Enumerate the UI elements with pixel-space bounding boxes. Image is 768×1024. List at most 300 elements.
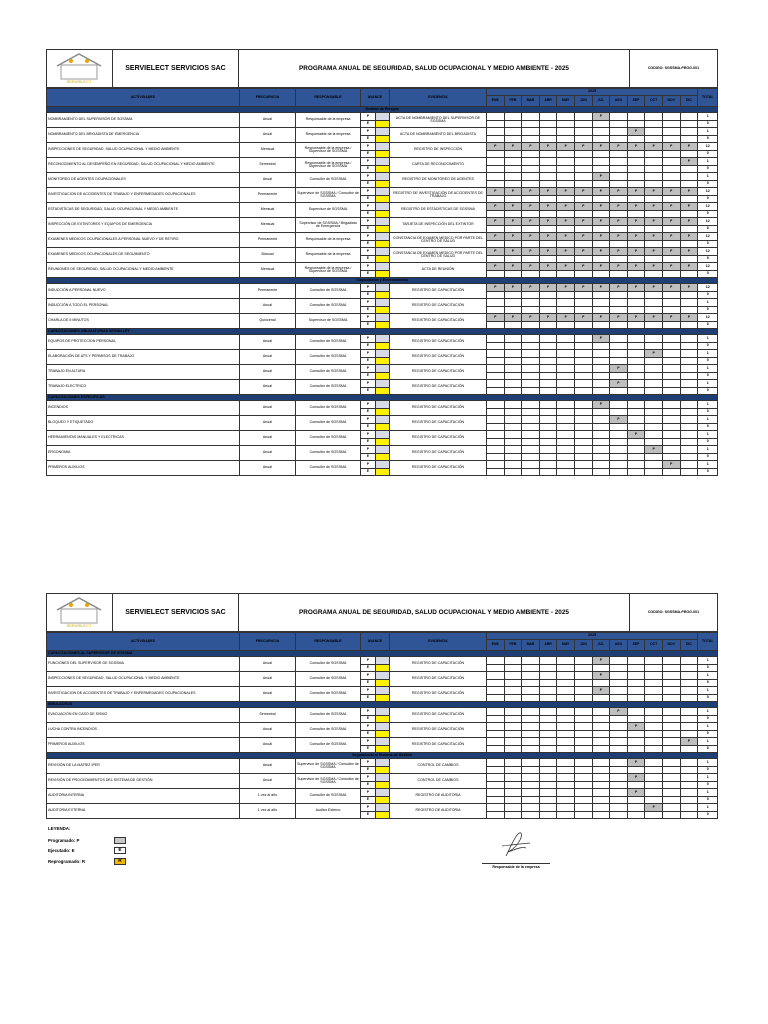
month-cell-executed[interactable] <box>680 468 698 476</box>
month-cell-programmed[interactable]: P <box>539 188 557 196</box>
month-cell-executed[interactable] <box>539 766 557 774</box>
month-cell-executed[interactable] <box>522 679 540 687</box>
month-cell-executed[interactable] <box>539 306 557 314</box>
month-cell-executed[interactable] <box>539 195 557 203</box>
month-cell-executed[interactable] <box>645 225 663 233</box>
month-cell-programmed[interactable]: P <box>487 233 505 241</box>
month-cell-programmed[interactable] <box>557 401 575 409</box>
month-cell-programmed[interactable]: P <box>627 128 645 136</box>
month-cell-executed[interactable] <box>610 468 628 476</box>
month-cell-executed[interactable] <box>662 306 680 314</box>
month-cell-programmed[interactable] <box>574 365 592 373</box>
month-cell-programmed[interactable]: P <box>627 431 645 439</box>
month-cell-programmed[interactable] <box>557 380 575 388</box>
month-cell-executed[interactable] <box>592 225 610 233</box>
month-cell-programmed[interactable]: P <box>504 143 522 151</box>
month-cell-programmed[interactable] <box>539 759 557 767</box>
month-cell-executed[interactable] <box>610 715 628 723</box>
month-cell-executed[interactable] <box>645 781 663 789</box>
month-cell-executed[interactable] <box>592 745 610 753</box>
month-cell-executed[interactable] <box>662 120 680 128</box>
month-cell-programmed[interactable] <box>574 461 592 469</box>
month-cell-programmed[interactable] <box>627 804 645 812</box>
month-cell-executed[interactable] <box>487 321 505 329</box>
month-cell-programmed[interactable] <box>574 672 592 680</box>
month-cell-executed[interactable] <box>680 306 698 314</box>
month-cell-programmed[interactable]: P <box>504 233 522 241</box>
month-cell-executed[interactable] <box>522 180 540 188</box>
month-cell-executed[interactable] <box>680 438 698 446</box>
month-cell-executed[interactable] <box>662 342 680 350</box>
month-cell-executed[interactable] <box>487 255 505 263</box>
month-cell-executed[interactable] <box>662 180 680 188</box>
month-cell-executed[interactable] <box>522 796 540 804</box>
month-cell-executed[interactable] <box>574 270 592 278</box>
month-cell-programmed[interactable]: P <box>680 248 698 256</box>
month-cell-programmed[interactable]: P <box>557 143 575 151</box>
month-cell-executed[interactable] <box>557 120 575 128</box>
month-cell-programmed[interactable]: P <box>680 233 698 241</box>
month-cell-programmed[interactable]: P <box>487 218 505 226</box>
month-cell-executed[interactable] <box>539 255 557 263</box>
month-cell-executed[interactable] <box>645 150 663 158</box>
month-cell-programmed[interactable] <box>662 335 680 343</box>
month-cell-programmed[interactable] <box>487 759 505 767</box>
month-cell-executed[interactable] <box>680 225 698 233</box>
month-cell-executed[interactable] <box>504 180 522 188</box>
month-cell-programmed[interactable] <box>680 128 698 136</box>
month-cell-executed[interactable] <box>574 387 592 395</box>
month-cell-executed[interactable] <box>504 135 522 143</box>
month-cell-programmed[interactable] <box>592 708 610 716</box>
month-cell-programmed[interactable]: P <box>680 284 698 292</box>
month-cell-executed[interactable] <box>522 165 540 173</box>
month-cell-programmed[interactable] <box>680 299 698 307</box>
month-cell-programmed[interactable] <box>487 804 505 812</box>
month-cell-executed[interactable] <box>574 811 592 819</box>
month-cell-programmed[interactable] <box>574 446 592 454</box>
month-cell-programmed[interactable]: P <box>539 233 557 241</box>
month-cell-executed[interactable] <box>557 730 575 738</box>
month-cell-executed[interactable] <box>487 679 505 687</box>
month-cell-executed[interactable] <box>627 321 645 329</box>
month-cell-executed[interactable] <box>627 306 645 314</box>
month-cell-programmed[interactable] <box>557 335 575 343</box>
month-cell-programmed[interactable]: P <box>574 143 592 151</box>
month-cell-executed[interactable] <box>592 796 610 804</box>
month-cell-executed[interactable] <box>592 423 610 431</box>
month-cell-executed[interactable] <box>680 210 698 218</box>
month-cell-programmed[interactable] <box>522 158 540 166</box>
month-cell-executed[interactable] <box>487 781 505 789</box>
month-cell-executed[interactable] <box>557 664 575 672</box>
month-cell-executed[interactable] <box>557 781 575 789</box>
month-cell-executed[interactable] <box>662 357 680 365</box>
month-cell-programmed[interactable] <box>627 401 645 409</box>
month-cell-programmed[interactable] <box>645 380 663 388</box>
month-cell-programmed[interactable]: P <box>680 143 698 151</box>
month-cell-executed[interactable] <box>680 255 698 263</box>
month-cell-executed[interactable] <box>557 306 575 314</box>
month-cell-executed[interactable] <box>592 766 610 774</box>
month-cell-executed[interactable] <box>557 150 575 158</box>
month-cell-programmed[interactable]: P <box>662 188 680 196</box>
month-cell-programmed[interactable] <box>645 789 663 797</box>
month-cell-executed[interactable] <box>592 135 610 143</box>
month-cell-executed[interactable] <box>522 453 540 461</box>
month-cell-programmed[interactable]: P <box>557 188 575 196</box>
month-cell-programmed[interactable] <box>522 774 540 782</box>
month-cell-executed[interactable] <box>557 195 575 203</box>
month-cell-executed[interactable] <box>645 291 663 299</box>
month-cell-programmed[interactable] <box>504 113 522 121</box>
month-cell-executed[interactable] <box>610 408 628 416</box>
month-cell-executed[interactable] <box>504 255 522 263</box>
month-cell-executed[interactable] <box>627 715 645 723</box>
month-cell-executed[interactable] <box>539 423 557 431</box>
month-cell-programmed[interactable]: P <box>645 233 663 241</box>
month-cell-executed[interactable] <box>539 135 557 143</box>
month-cell-programmed[interactable]: P <box>522 143 540 151</box>
month-cell-programmed[interactable] <box>557 416 575 424</box>
month-cell-executed[interactable] <box>662 387 680 395</box>
month-cell-programmed[interactable] <box>680 708 698 716</box>
month-cell-executed[interactable] <box>522 195 540 203</box>
month-cell-executed[interactable] <box>574 210 592 218</box>
month-cell-programmed[interactable] <box>574 759 592 767</box>
month-cell-executed[interactable] <box>557 255 575 263</box>
month-cell-executed[interactable] <box>574 240 592 248</box>
month-cell-executed[interactable] <box>645 423 663 431</box>
month-cell-programmed[interactable] <box>592 461 610 469</box>
month-cell-executed[interactable] <box>522 240 540 248</box>
month-cell-programmed[interactable] <box>504 759 522 767</box>
month-cell-programmed[interactable] <box>522 299 540 307</box>
month-cell-executed[interactable] <box>539 180 557 188</box>
month-cell-executed[interactable] <box>504 270 522 278</box>
month-cell-executed[interactable] <box>627 270 645 278</box>
month-cell-programmed[interactable]: P <box>557 218 575 226</box>
month-cell-programmed[interactable] <box>662 416 680 424</box>
month-cell-executed[interactable] <box>522 291 540 299</box>
month-cell-executed[interactable] <box>539 210 557 218</box>
month-cell-programmed[interactable] <box>522 416 540 424</box>
month-cell-programmed[interactable] <box>592 431 610 439</box>
month-cell-executed[interactable] <box>522 357 540 365</box>
month-cell-programmed[interactable] <box>539 173 557 181</box>
month-cell-executed[interactable] <box>557 135 575 143</box>
month-cell-executed[interactable] <box>574 357 592 365</box>
month-cell-executed[interactable] <box>504 357 522 365</box>
month-cell-executed[interactable] <box>680 165 698 173</box>
month-cell-executed[interactable] <box>504 387 522 395</box>
month-cell-programmed[interactable] <box>610 431 628 439</box>
month-cell-executed[interactable] <box>680 120 698 128</box>
month-cell-programmed[interactable] <box>662 672 680 680</box>
month-cell-programmed[interactable]: P <box>592 314 610 322</box>
month-cell-executed[interactable] <box>627 240 645 248</box>
month-cell-programmed[interactable] <box>557 446 575 454</box>
month-cell-executed[interactable] <box>504 453 522 461</box>
month-cell-programmed[interactable] <box>662 723 680 731</box>
month-cell-programmed[interactable] <box>610 672 628 680</box>
month-cell-executed[interactable] <box>627 453 645 461</box>
month-cell-executed[interactable] <box>592 291 610 299</box>
month-cell-programmed[interactable]: P <box>680 263 698 271</box>
month-cell-executed[interactable] <box>539 468 557 476</box>
month-cell-executed[interactable] <box>645 270 663 278</box>
month-cell-programmed[interactable]: P <box>627 143 645 151</box>
month-cell-programmed[interactable] <box>539 687 557 695</box>
month-cell-executed[interactable] <box>662 453 680 461</box>
month-cell-executed[interactable] <box>680 423 698 431</box>
month-cell-programmed[interactable] <box>504 774 522 782</box>
month-cell-programmed[interactable] <box>487 128 505 136</box>
month-cell-executed[interactable] <box>522 270 540 278</box>
month-cell-executed[interactable] <box>487 372 505 380</box>
month-cell-programmed[interactable] <box>627 380 645 388</box>
month-cell-executed[interactable] <box>645 694 663 702</box>
month-cell-executed[interactable] <box>662 255 680 263</box>
month-cell-executed[interactable] <box>487 796 505 804</box>
month-cell-programmed[interactable] <box>627 158 645 166</box>
month-cell-programmed[interactable] <box>680 687 698 695</box>
month-cell-programmed[interactable] <box>662 128 680 136</box>
month-cell-programmed[interactable] <box>487 431 505 439</box>
month-cell-programmed[interactable] <box>662 173 680 181</box>
month-cell-executed[interactable] <box>645 679 663 687</box>
month-cell-programmed[interactable]: P <box>557 314 575 322</box>
month-cell-programmed[interactable] <box>522 401 540 409</box>
month-cell-executed[interactable] <box>539 150 557 158</box>
month-cell-executed[interactable] <box>522 150 540 158</box>
month-cell-programmed[interactable] <box>627 416 645 424</box>
month-cell-programmed[interactable]: P <box>645 284 663 292</box>
month-cell-programmed[interactable] <box>592 789 610 797</box>
month-cell-programmed[interactable] <box>627 657 645 665</box>
month-cell-executed[interactable] <box>522 766 540 774</box>
month-cell-programmed[interactable]: P <box>610 708 628 716</box>
month-cell-executed[interactable] <box>680 694 698 702</box>
month-cell-executed[interactable] <box>487 240 505 248</box>
month-cell-programmed[interactable] <box>645 687 663 695</box>
month-cell-programmed[interactable] <box>680 431 698 439</box>
month-cell-programmed[interactable] <box>610 759 628 767</box>
month-cell-programmed[interactable] <box>662 113 680 121</box>
month-cell-programmed[interactable] <box>539 723 557 731</box>
month-cell-executed[interactable] <box>662 165 680 173</box>
month-cell-executed[interactable] <box>627 387 645 395</box>
month-cell-programmed[interactable] <box>504 723 522 731</box>
month-cell-programmed[interactable] <box>539 128 557 136</box>
month-cell-programmed[interactable]: P <box>627 218 645 226</box>
month-cell-programmed[interactable] <box>557 113 575 121</box>
month-cell-executed[interactable] <box>592 694 610 702</box>
month-cell-programmed[interactable] <box>645 158 663 166</box>
month-cell-programmed[interactable] <box>522 461 540 469</box>
month-cell-programmed[interactable] <box>557 365 575 373</box>
month-cell-executed[interactable] <box>574 766 592 774</box>
month-cell-programmed[interactable] <box>592 416 610 424</box>
month-cell-programmed[interactable]: P <box>592 113 610 121</box>
month-cell-executed[interactable] <box>574 453 592 461</box>
month-cell-programmed[interactable] <box>680 401 698 409</box>
month-cell-programmed[interactable] <box>487 335 505 343</box>
month-cell-programmed[interactable] <box>504 687 522 695</box>
month-cell-executed[interactable] <box>662 781 680 789</box>
month-cell-programmed[interactable]: P <box>557 233 575 241</box>
month-cell-executed[interactable] <box>504 321 522 329</box>
month-cell-programmed[interactable] <box>627 350 645 358</box>
month-cell-programmed[interactable] <box>487 708 505 716</box>
month-cell-executed[interactable] <box>557 210 575 218</box>
month-cell-programmed[interactable]: P <box>662 143 680 151</box>
month-cell-executed[interactable] <box>627 745 645 753</box>
month-cell-programmed[interactable] <box>662 299 680 307</box>
month-cell-executed[interactable] <box>504 165 522 173</box>
month-cell-programmed[interactable] <box>487 299 505 307</box>
month-cell-programmed[interactable] <box>522 380 540 388</box>
month-cell-executed[interactable] <box>487 438 505 446</box>
month-cell-executed[interactable] <box>522 423 540 431</box>
month-cell-executed[interactable] <box>557 423 575 431</box>
month-cell-executed[interactable] <box>504 408 522 416</box>
month-cell-programmed[interactable]: P <box>645 218 663 226</box>
month-cell-executed[interactable] <box>539 730 557 738</box>
month-cell-executed[interactable] <box>662 270 680 278</box>
month-cell-executed[interactable] <box>610 438 628 446</box>
month-cell-executed[interactable] <box>522 664 540 672</box>
month-cell-programmed[interactable]: P <box>539 203 557 211</box>
month-cell-programmed[interactable] <box>539 804 557 812</box>
month-cell-executed[interactable] <box>592 357 610 365</box>
month-cell-programmed[interactable] <box>610 446 628 454</box>
month-cell-executed[interactable] <box>557 357 575 365</box>
month-cell-executed[interactable] <box>627 796 645 804</box>
month-cell-programmed[interactable] <box>680 446 698 454</box>
month-cell-programmed[interactable] <box>487 173 505 181</box>
month-cell-programmed[interactable] <box>557 789 575 797</box>
month-cell-programmed[interactable] <box>487 380 505 388</box>
month-cell-executed[interactable] <box>574 679 592 687</box>
month-cell-programmed[interactable] <box>504 350 522 358</box>
month-cell-executed[interactable] <box>522 408 540 416</box>
month-cell-executed[interactable] <box>539 453 557 461</box>
month-cell-programmed[interactable] <box>645 672 663 680</box>
month-cell-executed[interactable] <box>627 120 645 128</box>
month-cell-executed[interactable] <box>504 120 522 128</box>
month-cell-executed[interactable] <box>487 387 505 395</box>
month-cell-executed[interactable] <box>539 321 557 329</box>
month-cell-programmed[interactable] <box>662 365 680 373</box>
month-cell-executed[interactable] <box>504 766 522 774</box>
month-cell-executed[interactable] <box>592 438 610 446</box>
month-cell-executed[interactable] <box>539 781 557 789</box>
month-cell-executed[interactable] <box>592 120 610 128</box>
month-cell-programmed[interactable]: P <box>645 143 663 151</box>
month-cell-programmed[interactable] <box>645 431 663 439</box>
month-cell-programmed[interactable]: P <box>592 401 610 409</box>
month-cell-programmed[interactable]: P <box>592 218 610 226</box>
month-cell-executed[interactable] <box>680 195 698 203</box>
month-cell-programmed[interactable] <box>539 299 557 307</box>
month-cell-executed[interactable] <box>539 120 557 128</box>
month-cell-executed[interactable] <box>504 150 522 158</box>
month-cell-programmed[interactable] <box>645 723 663 731</box>
month-cell-executed[interactable] <box>487 408 505 416</box>
month-cell-executed[interactable] <box>522 135 540 143</box>
month-cell-programmed[interactable] <box>680 672 698 680</box>
month-cell-programmed[interactable]: P <box>627 188 645 196</box>
month-cell-programmed[interactable] <box>557 708 575 716</box>
month-cell-executed[interactable] <box>662 210 680 218</box>
month-cell-programmed[interactable]: P <box>592 263 610 271</box>
month-cell-programmed[interactable] <box>680 365 698 373</box>
month-cell-executed[interactable] <box>680 796 698 804</box>
month-cell-programmed[interactable] <box>539 431 557 439</box>
month-cell-programmed[interactable]: P <box>645 804 663 812</box>
month-cell-executed[interactable] <box>539 438 557 446</box>
month-cell-programmed[interactable] <box>504 173 522 181</box>
month-cell-programmed[interactable]: P <box>522 314 540 322</box>
month-cell-programmed[interactable] <box>504 365 522 373</box>
month-cell-programmed[interactable] <box>504 401 522 409</box>
month-cell-executed[interactable] <box>645 240 663 248</box>
month-cell-programmed[interactable] <box>645 774 663 782</box>
month-cell-executed[interactable] <box>539 408 557 416</box>
month-cell-executed[interactable] <box>522 321 540 329</box>
month-cell-executed[interactable] <box>557 342 575 350</box>
month-cell-programmed[interactable] <box>557 431 575 439</box>
month-cell-programmed[interactable] <box>574 416 592 424</box>
month-cell-executed[interactable] <box>574 195 592 203</box>
month-cell-programmed[interactable] <box>574 401 592 409</box>
month-cell-executed[interactable] <box>487 745 505 753</box>
month-cell-programmed[interactable] <box>557 158 575 166</box>
month-cell-programmed[interactable]: P <box>680 203 698 211</box>
month-cell-executed[interactable] <box>487 270 505 278</box>
month-cell-executed[interactable] <box>574 423 592 431</box>
month-cell-programmed[interactable]: P <box>645 350 663 358</box>
month-cell-executed[interactable] <box>680 745 698 753</box>
month-cell-executed[interactable] <box>627 210 645 218</box>
month-cell-programmed[interactable]: P <box>522 233 540 241</box>
month-cell-executed[interactable] <box>592 150 610 158</box>
month-cell-programmed[interactable]: P <box>662 461 680 469</box>
month-cell-executed[interactable] <box>627 730 645 738</box>
month-cell-programmed[interactable]: P <box>522 263 540 271</box>
month-cell-executed[interactable] <box>645 408 663 416</box>
month-cell-programmed[interactable] <box>504 446 522 454</box>
month-cell-executed[interactable] <box>680 342 698 350</box>
month-cell-executed[interactable] <box>522 372 540 380</box>
month-cell-executed[interactable] <box>522 730 540 738</box>
month-cell-programmed[interactable]: P <box>574 314 592 322</box>
month-cell-executed[interactable] <box>504 796 522 804</box>
month-cell-executed[interactable] <box>504 195 522 203</box>
month-cell-executed[interactable] <box>610 387 628 395</box>
month-cell-programmed[interactable] <box>574 431 592 439</box>
month-cell-executed[interactable] <box>522 387 540 395</box>
month-cell-executed[interactable] <box>504 210 522 218</box>
month-cell-programmed[interactable]: P <box>539 314 557 322</box>
month-cell-programmed[interactable]: P <box>574 284 592 292</box>
month-cell-programmed[interactable] <box>610 158 628 166</box>
month-cell-executed[interactable] <box>592 730 610 738</box>
month-cell-programmed[interactable]: P <box>574 203 592 211</box>
month-cell-programmed[interactable] <box>662 657 680 665</box>
month-cell-programmed[interactable] <box>662 774 680 782</box>
